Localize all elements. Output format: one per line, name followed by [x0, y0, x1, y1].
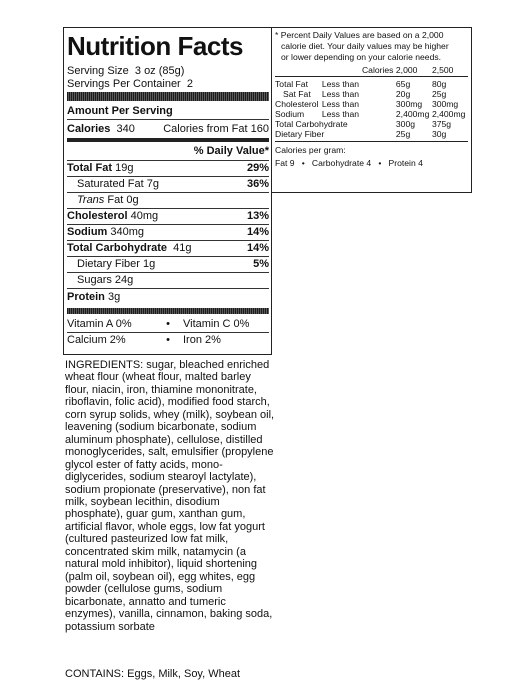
allergen-statement: CONTAINS: Eggs, Milk, Soy, Wheat — [65, 668, 241, 680]
table-row — [275, 119, 468, 129]
nutrient-dv: 36% — [246, 178, 269, 190]
vitamin-row — [67, 332, 269, 348]
note-line: calorie diet. Your daily values may be higher — [281, 41, 449, 51]
nutrient-dv: 13% — [246, 210, 269, 222]
nutrient-row-dietary-fiber — [67, 256, 269, 272]
daily-values-table — [275, 65, 468, 141]
table-row — [275, 89, 468, 99]
calories-label: Calories — [67, 123, 111, 135]
note-line: or lower depending on your calorie needs. — [281, 52, 442, 62]
nutrient-name: Cholesterol — [67, 210, 128, 222]
nutrient-dv: 14% — [246, 242, 269, 254]
nutrient-dv: 29% — [246, 162, 269, 174]
table-cell: 300mg — [431, 99, 459, 109]
daily-value-header — [67, 138, 269, 160]
servings-per-container — [67, 78, 269, 91]
nutrient-name: Dietary Fiber — [77, 258, 140, 270]
table-cell: 300g — [395, 119, 416, 129]
table-cell — [362, 119, 396, 129]
nutrient-amount: 3g — [107, 291, 121, 303]
amount-per-serving: Amount Per Serving — [67, 105, 173, 117]
vitamin-right: Iron 2% — [183, 334, 221, 346]
nutrient-amount: 41g — [173, 242, 192, 254]
table-header-cell — [275, 65, 322, 77]
nutrient-amount: 0g — [126, 194, 139, 206]
nutrient-row-saturated-fat — [67, 176, 269, 192]
table-cell: Dietary Fiber — [275, 129, 325, 139]
nutrient-amount: 40mg — [130, 210, 159, 222]
serving-size — [67, 65, 269, 78]
table-cell: Less than — [321, 89, 360, 99]
table-cell: 20g — [395, 89, 411, 99]
nutrient-name: Saturated Fat — [77, 178, 144, 190]
table-header-cell: Calories — [361, 65, 394, 75]
nutrient-row-sodium — [67, 224, 269, 240]
calories-row — [67, 119, 269, 138]
nutrient-name: Protein — [67, 291, 105, 303]
table-cell: Less than — [321, 109, 360, 119]
daily-value-header-text: % Daily Value* — [193, 145, 269, 157]
nutrient-amount: 19g — [115, 162, 134, 174]
nutrient-row-trans-fat — [67, 192, 269, 208]
table-cell: 80g — [432, 77, 468, 90]
thick-divider — [67, 92, 269, 101]
thick-divider — [67, 308, 269, 314]
nutrient-dv: 14% — [246, 226, 269, 238]
table-cell: 2,400mg — [431, 109, 466, 119]
nutrient-row-total-fat — [67, 160, 269, 176]
nutrient-row-protein — [67, 288, 269, 306]
vitamin-row — [67, 317, 269, 332]
table-cell: 65g — [396, 77, 432, 90]
table-header-cell: 2,500 — [431, 65, 454, 75]
nutrient-name: Trans — [77, 194, 105, 206]
table-cell: 25g — [395, 129, 411, 139]
nutrient-name: Sugars — [77, 274, 112, 286]
table-cell: Cholesterol — [275, 99, 319, 109]
table-cell: Sat Fat — [283, 89, 311, 99]
table-row — [275, 109, 468, 119]
calories-value: 340 — [116, 123, 135, 135]
table-row — [275, 129, 468, 141]
daily-values-footnote — [272, 27, 472, 193]
bullet-separator: • — [166, 334, 170, 346]
nutrient-amount: 7g — [146, 178, 159, 190]
nutrient-amount: 24g — [114, 274, 134, 286]
serving-size-value: 3 oz (85g) — [134, 65, 185, 77]
table-cell: 300mg — [395, 99, 423, 109]
table-cell: 375g — [431, 119, 452, 129]
table-header-cell: 2,000 — [395, 65, 418, 75]
servings-per-container-label: Servings Per Container — [67, 78, 181, 90]
table-header-cell — [322, 65, 362, 77]
nutrient-name: Sodium — [67, 226, 108, 238]
table-row — [275, 77, 468, 90]
nutrient-row-sugars — [67, 272, 269, 288]
nutrient-dv: 5% — [253, 258, 269, 270]
table-row — [275, 99, 468, 109]
table-cell — [362, 129, 396, 141]
servings-per-container-value: 2 — [186, 78, 193, 90]
table-cell: 2,400mg — [395, 109, 430, 119]
table-cell: Sodium — [275, 109, 305, 119]
calories-from-fat-value: 160 — [250, 123, 269, 135]
ingredients-text: INGREDIENTS: sugar, bleached enriched wheat flour (wheat flour, malted barley flour, niacin, iron, thiamine mononitrate, riboflavin, folic acid), modified food starch, corn syrup solids, whey (milk), soybean oil, leavening (sodium bicarbonate, sodium aluminum phosphate), cellulose, distilled monoglycerides, salt, emulsifier (propylene glycol ester of fatty acids, mono-diglycerides, sodium stearoyl lactylate), sodium propionate (preservative), non fat milk, soybean lecithin, disodium phosphate), guar gum, xanthan gum, artificial flavor, whole eggs, low fat yogurt (cultured pasteurized low fat milk, concentrated skim milk, natamycin (a natural mold inhibitor), liquid shortening (palm oil, soybean oil), egg whites, egg powder (cellulose gums, sodium bicarbonate, annatto and tumeric enzymes), vanilla, cinnamon, baking soda, potassium sorbate — [65, 359, 275, 633]
note-line: * Percent Daily Values are based on a 2,000 — [275, 30, 444, 40]
nutrient-name: Total Carbohydrate — [67, 242, 168, 254]
nutrient-name-suffix: Fat — [107, 194, 124, 206]
nutrient-row-total-carbohydrate — [67, 240, 269, 256]
vitamin-right: Vitamin C 0% — [183, 318, 250, 330]
nutrition-facts-title: Nutrition Facts — [67, 31, 243, 61]
table-cell: 25g — [431, 89, 447, 99]
nutrient-row-cholesterol — [67, 208, 269, 224]
table-header-row — [275, 65, 468, 77]
calories-per-gram-values: Fat 9 • Carbohydrate 4 • Protein 4 — [275, 158, 423, 168]
bullet-separator: • — [166, 318, 170, 330]
table-cell: Less than — [321, 99, 360, 109]
table-cell: 30g — [431, 129, 447, 139]
calories-per-gram-label: Calories per gram: — [275, 141, 468, 156]
vitamin-left: Calcium 2% — [67, 334, 126, 346]
nutrient-name: Total Fat — [67, 162, 113, 174]
table-cell: Total Carbohydrate — [275, 119, 348, 129]
serving-size-label: Serving Size — [67, 65, 129, 77]
nutrition-facts-panel — [63, 27, 272, 355]
calories-from-fat-label: Calories from Fat — [163, 123, 248, 135]
nutrient-amount: 340mg — [110, 226, 145, 238]
vitamin-left: Vitamin A 0% — [67, 318, 132, 330]
nutrient-amount: 1g — [143, 258, 156, 270]
table-cell: Total Fat — [275, 77, 322, 90]
table-cell: Less than — [322, 77, 362, 90]
daily-values-note — [275, 30, 468, 63]
